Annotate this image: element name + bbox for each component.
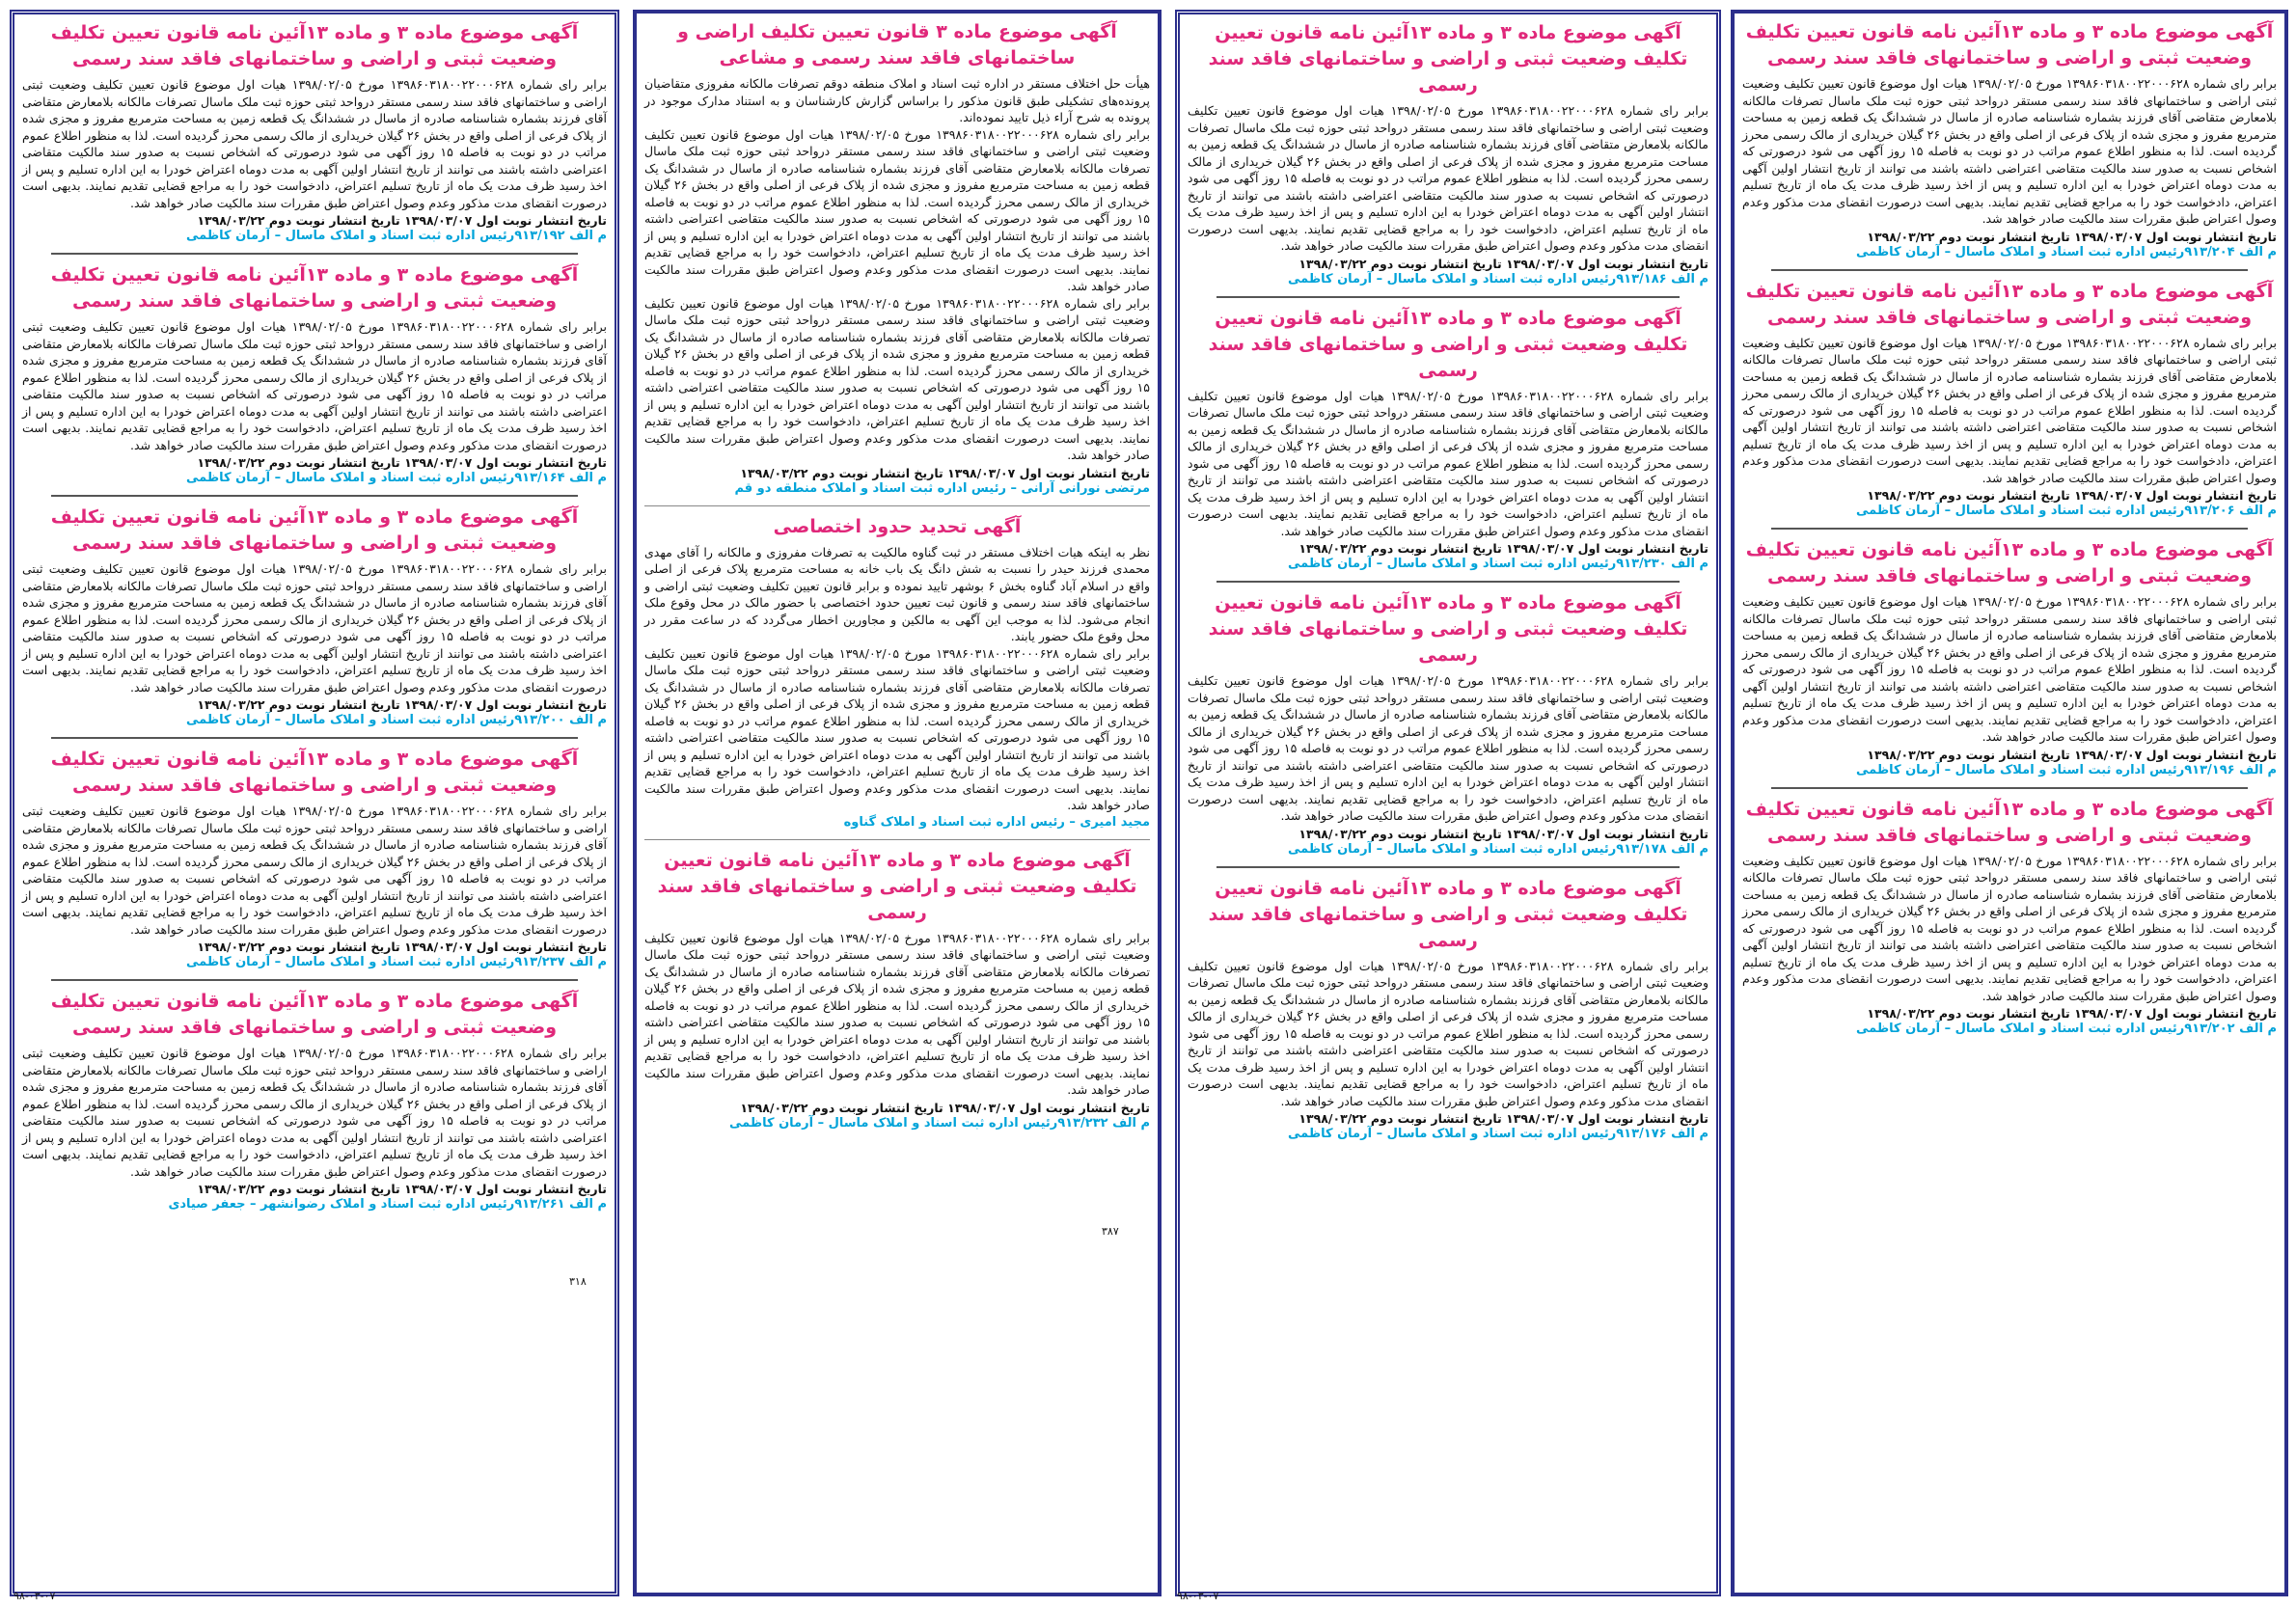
ad-notice <box>1188 306 1708 572</box>
separator <box>1771 787 2248 789</box>
ad-body: برابر رای شماره ۱۳۹۸۶۰۳۱۸۰۰۲۲۰۰۰۶۲۸ مورخ ۱۳۹۸/۰۲/۰۵ هیات اول موضوع قانون تعیین تکلیف وضعیت ثبتی اراضی و ساختمانهای فاقد سند رسمی مستقر درواحد ثبتی حوزه ثبت ملک ماسال تصرفات مالکانه بلامعارض متقاضی آقای فرزند بشماره شناسنامه صادره از ماسال در ششدانگ یک قطعه زمین به مساحت مترمربع مفروز و مجزی شده از پلاک فرعی از اصلی واقع در بخش ۲۶ گیلان خریداری از مالک رسمی محرز گردیده است. لذا به منظور اطلاع عموم مراتب در دو نوبت به فاصله ۱۵ روز آگهی می شود درصورتی که اشخاص نسبت به صدور سند مالکیت متقاضی اعتراضی داشته باشند می توانند از تاریخ انتشار اولین آگهی به مدت دوماه اعتراض خودرا به این اداره تسلیم و پس از اخذ رسید ظرف مدت یک ماه از تاریخ تسلیم اعتراض، دادخواست خود را به مراجع قضایی تقدیم نمایند. بدیهی است درصورت انقضای مدت مذکور وعدم وصول اعتراض طبق مقررات سند مالکیت صادر خواهد شد. <box>644 645 1150 812</box>
page-code-mid: ۹۸-۰۳-۰۷ <box>1177 1590 1219 1602</box>
ad-body: هیأت حل اختلاف مستقر در اداره ثبت اسناد و املاک منطقه دوقم تصرفات مالکانه مفروزی متقاضیان پرونده‌های تشکیلی طبق قانون مذکور را براساس گزارش کارشناسان و به استناد مدارک موجود در پرونده به شرح آراء ذیل تایید نموده‌اند. <box>644 76 1150 124</box>
page-tag-2: ۳۸۷ <box>1102 1225 1119 1238</box>
ad-signature: م الف ۹۱۳/۱۶۴رئیس اداره ثبت اسناد و املاک ماسال – آرمان کاظمی <box>186 471 607 485</box>
ad-signature: م الف ۹۱۳/۱۷۶رئیس اداره ثبت اسناد و املاک ماسال – آرمان کاظمی <box>1288 1127 1708 1141</box>
ad-notice <box>1188 590 1708 857</box>
ad-body: برابر رای شماره ۱۳۹۸۶۰۳۱۸۰۰۲۲۰۰۰۶۲۸ مورخ ۱۳۹۸/۰۲/۰۵ هیات اول موضوع قانون تعیین تکلیف وضعیت ثبتی اراضی و ساختمانهای فاقد سند رسمی مستقر درواحد ثبتی حوزه ثبت ملک ماسال تصرفات مالکانه بلامعارض متقاضی آقای فرزند بشماره شناسنامه صادره از ماسال در ششدانگ یک قطعه زمین به مساحت مترمربع مفروز و مجزی شده از پلاک فرعی از اصلی واقع در بخش ۲۶ گیلان خریداری از مالک رسمی محرز گردیده است. لذا به منظور اطلاع عموم مراتب در دو نوبت به فاصله ۱۵ روز آگهی می شود درصورتی که اشخاص نسبت به صدور سند مالکیت متقاضی اعتراضی داشته باشند می توانند از تاریخ انتشار اولین آگهی به مدت دوماه اعتراض خودرا به این اداره تسلیم و پس از اخذ رسید ظرف مدت یک ماه از تاریخ تسلیم اعتراض، دادخواست خود را به مراجع قضایی تقدیم نمایند. بدیهی است درصورت انقضای مدت مذکور وعدم وصول اعتراض طبق مقررات سند مالکیت صادر خواهد شد. <box>1742 76 2277 226</box>
ad-signature: م الف ۹۱۳/۱۷۸رئیس اداره ثبت اسناد و املاک ماسال – آرمان کاظمی <box>1288 841 1708 857</box>
ad-title: آگهی موضوع ماده ۳ و ماده ۱۳آئین نامه قانون تعیین تکلیف وضعیت ثبتی و اراضی و ساختمانهای فاقد سند رسمی <box>1208 22 1688 95</box>
ad-notice <box>1742 537 2277 777</box>
ad-title: آگهی تحدید حدود اختصاصی <box>773 515 1022 537</box>
separator <box>51 737 578 739</box>
ad-body: برابر رای شماره ۱۳۹۸۶۰۳۱۸۰۰۲۲۰۰۰۶۲۸ مورخ ۱۳۹۸/۰۲/۰۵ هیات اول موضوع قانون تعیین تکلیف وضعیت ثبتی اراضی و ساختمانهای فاقد سند رسمی مستقر درواحد ثبتی حوزه ثبت ملک ماسال تصرفات مالکانه بلامعارض متقاضی آقای فرزند بشماره شناسنامه صادره از ماسال در ششدانگ یک قطعه زمین به مساحت مترمربع مفروز و مجزی شده از پلاک فرعی از اصلی واقع در بخش ۲۶ گیلان خریداری از مالک رسمی محرز گردیده است. لذا به منظور اطلاع عموم مراتب در دو نوبت به فاصله ۱۵ روز آگهی می شود درصورتی که اشخاص نسبت به صدور سند مالکیت متقاضی اعتراضی داشته باشند می توانند از تاریخ انتشار اولین آگهی به مدت دوماه اعتراض خودرا به این اداره تسلیم و پس از اخذ رسید ظرف مدت یک ماه از تاریخ تسلیم اعتراض، دادخواست خود را به مراجع قضایی تقدیم نمایند. بدیهی است درصورت انقضای مدت مذکور وعدم وصول اعتراض طبق مقررات سند مالکیت صادر خواهد شد. <box>22 561 607 695</box>
ad-notice <box>644 514 1150 830</box>
ad-signature: مرتضی نورانی آرانی – رئیس اداره ثبت اسناد و املاک منطقه دو قم <box>734 480 1150 496</box>
ad-notice <box>22 504 607 727</box>
ad-notice <box>22 20 607 243</box>
ad-date: تاریخ انتشار نوبت اول ۱۳۹۸/۰۳/۰۷ تاریخ انتشار نوبت دوم ۱۳۹۸/۰۳/۲۲ <box>740 465 1150 480</box>
ad-signature: م الف ۹۱۳/۱۹۶رئیس اداره ثبت اسناد و املاک ماسال – آرمان کاظمی <box>1856 762 2277 777</box>
ad-body: برابر رای شماره ۱۳۹۸۶۰۳۱۸۰۰۲۲۰۰۰۶۲۸ مورخ ۱۳۹۸/۰۲/۰۵ هیات اول موضوع قانون تعیین تکلیف وضعیت ثبتی اراضی و ساختمانهای فاقد سند رسمی مستقر درواحد ثبتی حوزه ثبت ملک ماسال تصرفات مالکانه بلامعارض متقاضی آقای فرزند بشماره شناسنامه صادره از ماسال در ششدانگ یک قطعه زمین به مساحت مترمربع مفروز و مجزی شده از پلاک فرعی از اصلی واقع در بخش ۲۶ گیلان خریداری از مالک رسمی محرز گردیده است. لذا به منظور اطلاع عموم مراتب در دو نوبت به فاصله ۱۵ روز آگهی می شود درصورتی که اشخاص نسبت به صدور سند مالکیت متقاضی اعتراضی داشته باشند می توانند از تاریخ انتشار اولین آگهی به مدت دوماه اعتراض خودرا به این اداره تسلیم و پس از اخذ رسید ظرف مدت یک ماه از تاریخ تسلیم اعتراض، دادخواست خود را به مراجع قضایی تقدیم نمایند. بدیهی است درصورت انقضای مدت مذکور وعدم وصول اعتراض طبق مقررات سند مالکیت صادر خواهد شد. <box>1742 335 2277 485</box>
column-3 <box>633 10 1162 1596</box>
ad-title: آگهی موضوع ماده ۳ و ماده ۱۳آئین نامه قانون تعیین تکلیف وضعیت ثبتی و اراضی و ساختمانهای فاقد سند رسمی <box>657 849 1137 923</box>
ad-title: آگهی موضوع ماده ۳ و ماده ۱۳آئین نامه قانون تعیین تکلیف وضعیت ثبتی و اراضی و ساختمانهای فاقد سند رسمی <box>1745 798 2274 846</box>
ad-body: برابر رای شماره ۱۳۹۸۶۰۳۱۸۰۰۲۲۰۰۰۶۲۸ مورخ ۱۳۹۸/۰۲/۰۵ هیات اول موضوع قانون تعیین تکلیف وضعیت ثبتی اراضی و ساختمانهای فاقد سند رسمی مستقر درواحد ثبتی حوزه ثبت ملک ماسال تصرفات مالکانه بلامعارض متقاضی آقای فرزند بشماره شناسنامه صادره از ماسال در ششدانگ یک قطعه زمین به مساحت مترمربع مفروز و مجزی شده از پلاک فرعی از اصلی واقع در بخش ۲۶ گیلان خریداری از مالک رسمی محرز گردیده است. لذا به منظور اطلاع عموم مراتب در دو نوبت به فاصله ۱۵ روز آگهی می شود درصورتی که اشخاص نسبت به صدور سند مالکیت متقاضی اعتراضی داشته باشند می توانند از تاریخ انتشار اولین آگهی به مدت دوماه اعتراض خودرا به این اداره تسلیم و پس از اخذ رسید ظرف مدت یک ماه از تاریخ تسلیم اعتراض، دادخواست خود را به مراجع قضایی تقدیم نمایند. بدیهی است درصورت انقضای مدت مذکور وعدم وصول اعتراض طبق مقررات سند مالکیت صادر خواهد شد. <box>644 930 1150 1097</box>
ad-body: برابر رای شماره ۱۳۹۸۶۰۳۱۸۰۰۲۲۰۰۰۶۲۸ مورخ ۱۳۹۸/۰۲/۰۵ هیات اول موضوع قانون تعیین تکلیف وضعیت ثبتی اراضی و ساختمانهای فاقد سند رسمی مستقر درواحد ثبتی حوزه ثبت ملک ماسال تصرفات مالکانه بلامعارض متقاضی آقای فرزند بشماره شناسنامه صادره از ماسال در ششدانگ یک قطعه زمین به مساحت مترمربع مفروز و مجزی شده از پلاک فرعی از اصلی واقع در بخش ۲۶ گیلان خریداری از مالک رسمی محرز گردیده است. لذا به منظور اطلاع عموم مراتب در دو نوبت به فاصله ۱۵ روز آگهی می شود درصورتی که اشخاص نسبت به صدور سند مالکیت متقاضی اعتراضی داشته باشند می توانند از تاریخ انتشار اولین آگهی به مدت دوماه اعتراض خودرا به این اداره تسلیم و پس از اخذ رسید ظرف مدت یک ماه از تاریخ تسلیم اعتراض، دادخواست خود را به مراجع قضایی تقدیم نمایند. بدیهی است درصورت انقضای مدت مذکور وعدم وصول اعتراض طبق مقررات سند مالکیت صادر خواهد شد. <box>644 126 1150 293</box>
separator <box>1771 528 2248 530</box>
ad-title: آگهی موضوع ماده ۳ و ماده ۱۳آئین نامه قانون تعیین تکلیف وضعیت ثبتی و اراضی و ساختمانهای فاقد سند رسمی <box>50 991 579 1038</box>
ad-title: آگهی موضوع ماده ۳ و ماده ۱۳آئین نامه قانون تعیین تکلیف وضعیت ثبتی و اراضی و ساختمانهای فاقد سند رسمی <box>50 749 579 796</box>
separator <box>51 495 578 497</box>
separator <box>1216 866 1680 868</box>
ad-signature: م الف ۹۱۳/۲۳۷رئیس اداره ثبت اسناد و املاک ماسال – آرمان کاظمی <box>186 955 607 969</box>
ad-date: تاریخ انتشار نوبت اول ۱۳۹۸/۰۳/۰۷ تاریخ انتشار نوبت دوم ۱۳۹۸/۰۳/۲۲ <box>1867 229 2277 244</box>
ad-date: تاریخ انتشار نوبت اول ۱۳۹۸/۰۳/۰۷ تاریخ انتشار نوبت دوم ۱۳۹۸/۰۳/۲۲ <box>1867 1006 2277 1021</box>
ad-signature: م الف ۹۱۳/۲۳۰رئیس اداره ثبت اسناد و املاک ماسال – آرمان کاظمی <box>1288 557 1708 571</box>
ad-signature: م الف ۹۱۳/۱۸۶رئیس اداره ثبت اسناد و املاک ماسال – آرمان کاظمی <box>1288 271 1708 286</box>
ad-date: تاریخ انتشار نوبت اول ۱۳۹۸/۰۳/۰۷ تاریخ انتشار نوبت دوم ۱۳۹۸/۰۳/۲۲ <box>197 697 607 712</box>
ad-notice <box>644 848 1150 1131</box>
separator <box>51 253 578 255</box>
separator <box>1216 581 1680 583</box>
ad-title: آگهی موضوع ماده ۳ و ماده ۱۳آئین نامه قانون تعیین تکلیف وضعیت ثبتی و اراضی و ساختمانهای فاقد سند رسمی <box>1208 307 1688 381</box>
separator <box>644 505 1150 506</box>
ad-date: تاریخ انتشار نوبت اول ۱۳۹۸/۰۳/۰۷ تاریخ انتشار نوبت دوم ۱۳۹۸/۰۳/۲۲ <box>1298 541 1708 556</box>
ad-date: تاریخ انتشار نوبت اول ۱۳۹۸/۰۳/۰۷ تاریخ انتشار نوبت دوم ۱۳۹۸/۰۳/۲۲ <box>1298 826 1708 841</box>
separator <box>51 979 578 981</box>
ad-body: برابر رای شماره ۱۳۹۸۶۰۳۱۸۰۰۲۲۰۰۰۶۲۸ مورخ ۱۳۹۸/۰۲/۰۵ هیات اول موضوع قانون تعیین تکلیف وضعیت ثبتی اراضی و ساختمانهای فاقد سند رسمی مستقر درواحد ثبتی حوزه ثبت ملک ماسال تصرفات مالکانه بلامعارض متقاضی آقای فرزند بشماره شناسنامه صادره از ماسال در ششدانگ یک قطعه زمین به مساحت مترمربع مفروز و مجزی شده از پلاک فرعی از اصلی واقع در بخش ۲۶ گیلان خریداری از مالک رسمی محرز گردیده است. لذا به منظور اطلاع عموم مراتب در دو نوبت به فاصله ۱۵ روز آگهی می شود درصورتی که اشخاص نسبت به صدور سند مالکیت متقاضی اعتراضی داشته باشند می توانند از تاریخ انتشار اولین آگهی به مدت دوماه اعتراض خودرا به این اداره تسلیم و پس از اخذ رسید ظرف مدت یک ماه از تاریخ تسلیم اعتراض، دادخواست خود را به مراجع قضایی تقدیم نمایند. بدیهی است درصورت انقضای مدت مذکور وعدم وصول اعتراض طبق مقررات سند مالکیت صادر خواهد شد. <box>1742 853 2277 1003</box>
ad-date: تاریخ انتشار نوبت اول ۱۳۹۸/۰۳/۰۷ تاریخ انتشار نوبت دوم ۱۳۹۸/۰۳/۲۲ <box>197 940 607 954</box>
ad-date: تاریخ انتشار نوبت اول ۱۳۹۸/۰۳/۰۷ تاریخ انتشار نوبت دوم ۱۳۹۸/۰۳/۲۲ <box>1298 1111 1708 1126</box>
page-code-left: ۹۸-۰۳-۰۷ <box>14 1590 56 1602</box>
separator <box>644 839 1150 840</box>
ad-title: آگهی موضوع ماده ۳ و ماده ۱۳آئین نامه قانون تعیین تکلیف وضعیت ثبتی و اراضی و ساختمانهای فاقد سند رسمی <box>1208 877 1688 951</box>
ad-date: تاریخ انتشار نوبت اول ۱۳۹۸/۰۳/۰۷ تاریخ انتشار نوبت دوم ۱۳۹۸/۰۳/۲۲ <box>1867 488 2277 503</box>
ad-signature: م الف ۹۱۳/۲۰۰رئیس اداره ثبت اسناد و املاک ماسال – آرمان کاظمی <box>186 713 607 727</box>
ad-notice <box>1742 797 2277 1037</box>
ad-notice <box>1188 20 1708 286</box>
ad-title: آگهی موضوع ماده ۳ و ماده ۱۳آئین نامه قانون تعیین تکلیف وضعیت ثبتی و اراضی و ساختمانهای فاقد سند رسمی <box>50 264 579 312</box>
ad-body: برابر رای شماره ۱۳۹۸۶۰۳۱۸۰۰۲۲۰۰۰۶۲۸ مورخ ۱۳۹۸/۰۲/۰۵ هیات اول موضوع قانون تعیین تکلیف وضعیت ثبتی اراضی و ساختمانهای فاقد سند رسمی مستقر درواحد ثبتی حوزه ثبت ملک ماسال تصرفات مالکانه بلامعارض متقاضی آقای فرزند بشماره شناسنامه صادره از ماسال در ششدانگ یک قطعه زمین به مساحت مترمربع مفروز و مجزی شده از پلاک فرعی از اصلی واقع در بخش ۲۶ گیلان خریداری از مالک رسمی محرز گردیده است. لذا به منظور اطلاع عموم مراتب در دو نوبت به فاصله ۱۵ روز آگهی می شود درصورتی که اشخاص نسبت به صدور سند مالکیت متقاضی اعتراضی داشته باشند می توانند از تاریخ انتشار اولین آگهی به مدت دوماه اعتراض خودرا به این اداره تسلیم و پس از اخذ رسید ظرف مدت یک ماه از تاریخ تسلیم اعتراض، دادخواست خود را به مراجع قضایی تقدیم نمایند. بدیهی است درصورت انقضای مدت مذکور وعدم وصول اعتراض طبق مقررات سند مالکیت صادر خواهد شد. <box>1188 388 1708 538</box>
separator <box>1771 269 2248 271</box>
ad-title: آگهی موضوع ماده ۳ و ماده ۱۳آئین نامه قانون تعیین تکلیف وضعیت ثبتی و اراضی و ساختمانهای فاقد سند رسمی <box>50 506 579 554</box>
ad-signature: م الف ۹۱۳/۲۳۲رئیس اداره ثبت اسناد و املاک ماسال – آرمان کاظمی <box>729 1115 1150 1131</box>
ad-notice <box>1188 876 1708 1142</box>
ad-date: تاریخ انتشار نوبت اول ۱۳۹۸/۰۳/۰۷ تاریخ انتشار نوبت دوم ۱۳۹۸/۰۳/۲۲ <box>197 455 607 470</box>
separator <box>1216 296 1680 298</box>
ad-date: تاریخ انتشار نوبت اول ۱۳۹۸/۰۳/۰۷ تاریخ انتشار نوبت دوم ۱۳۹۸/۰۳/۲۲ <box>740 1100 1150 1115</box>
ad-body: برابر رای شماره ۱۳۹۸۶۰۳۱۸۰۰۲۲۰۰۰۶۲۸ مورخ ۱۳۹۸/۰۲/۰۵ هیات اول موضوع قانون تعیین تکلیف وضعیت ثبتی اراضی و ساختمانهای فاقد سند رسمی مستقر درواحد ثبتی حوزه ثبت ملک ماسال تصرفات مالکانه بلامعارض متقاضی آقای فرزند بشماره شناسنامه صادره از ماسال در ششدانگ یک قطعه زمین به مساحت مترمربع مفروز و مجزی شده از پلاک فرعی از اصلی واقع در بخش ۲۶ گیلان خریداری از مالک رسمی محرز گردیده است. لذا به منظور اطلاع عموم مراتب در دو نوبت به فاصله ۱۵ روز آگهی می شود درصورتی که اشخاص نسبت به صدور سند مالکیت متقاضی اعتراضی داشته باشند می توانند از تاریخ انتشار اولین آگهی به مدت دوماه اعتراض خودرا به این اداره تسلیم و پس از اخذ رسید ظرف مدت یک ماه از تاریخ تسلیم اعتراض، دادخواست خود را به مراجع قضایی تقدیم نمایند. بدیهی است درصورت انقضای مدت مذکور وعدم وصول اعتراض طبق مقررات سند مالکیت صادر خواهد شد. <box>22 319 607 452</box>
ad-date: تاریخ انتشار نوبت اول ۱۳۹۸/۰۳/۰۷ تاریخ انتشار نوبت دوم ۱۳۹۸/۰۳/۲۲ <box>197 1182 607 1196</box>
column-1 <box>1731 10 2288 1596</box>
ad-date: تاریخ انتشار نوبت اول ۱۳۹۸/۰۳/۰۷ تاریخ انتشار نوبت دوم ۱۳۹۸/۰۳/۲۲ <box>197 213 607 228</box>
ad-title: آگهی موضوع ماده ۳ و ماده ۱۳آئین نامه قانون تعیین تکلیف وضعیت ثبتی و اراضی و ساختمانهای فاقد سند رسمی <box>50 22 579 69</box>
ad-signature: م الف ۹۱۳/۲۰۶رئیس اداره ثبت اسناد و املاک ماسال – آرمان کاظمی <box>1856 504 2277 518</box>
ad-body: برابر رای شماره ۱۳۹۸۶۰۳۱۸۰۰۲۲۰۰۰۶۲۸ مورخ ۱۳۹۸/۰۲/۰۵ هیات اول موضوع قانون تعیین تکلیف وضعیت ثبتی اراضی و ساختمانهای فاقد سند رسمی مستقر درواحد ثبتی حوزه ثبت ملک ماسال تصرفات مالکانه بلامعارض متقاضی آقای فرزند بشماره شناسنامه صادره از ماسال در ششدانگ یک قطعه زمین به مساحت مترمربع مفروز و مجزی شده از پلاک فرعی از اصلی واقع در بخش ۲۶ گیلان خریداری از مالک رسمی محرز گردیده است. لذا به منظور اطلاع عموم مراتب در دو نوبت به فاصله ۱۵ روز آگهی می شود درصورتی که اشخاص نسبت به صدور سند مالکیت متقاضی اعتراضی داشته باشند می توانند از تاریخ انتشار اولین آگهی به مدت دوماه اعتراض خودرا به این اداره تسلیم و پس از اخذ رسید ظرف مدت یک ماه از تاریخ تسلیم اعتراض، دادخواست خود را به مراجع قضایی تقدیم نمایند. بدیهی است درصورت انقضای مدت مذکور وعدم وصول اعتراض طبق مقررات سند مالکیت صادر خواهد شد. <box>1188 958 1708 1108</box>
ad-signature: م الف ۹۱۳/۲۶۱رئیس اداره ثبت اسناد و املاک رضوانشهر – جعفر صیادی <box>168 1197 607 1212</box>
ad-body: برابر رای شماره ۱۳۹۸۶۰۳۱۸۰۰۲۲۰۰۰۶۲۸ مورخ ۱۳۹۸/۰۲/۰۵ هیات اول موضوع قانون تعیین تکلیف وضعیت ثبتی اراضی و ساختمانهای فاقد سند رسمی مستقر درواحد ثبتی حوزه ثبت ملک ماسال تصرفات مالکانه بلامعارض متقاضی آقای فرزند بشماره شناسنامه صادره از ماسال در ششدانگ یک قطعه زمین به مساحت مترمربع مفروز و مجزی شده از پلاک فرعی از اصلی واقع در بخش ۲۶ گیلان خریداری از مالک رسمی محرز گردیده است. لذا به منظور اطلاع عموم مراتب در دو نوبت به فاصله ۱۵ روز آگهی می شود درصورتی که اشخاص نسبت به صدور سند مالکیت متقاضی اعتراضی داشته باشند می توانند از تاریخ انتشار اولین آگهی به مدت دوماه اعتراض خودرا به این اداره تسلیم و پس از اخذ رسید ظرف مدت یک ماه از تاریخ تسلیم اعتراض، دادخواست خود را به مراجع قضایی تقدیم نمایند. بدیهی است درصورت انقضای مدت مذکور وعدم وصول اعتراض طبق مقررات سند مالکیت صادر خواهد شد. <box>1188 673 1708 823</box>
ad-notice <box>1742 279 2277 519</box>
ad-body: برابر رای شماره ۱۳۹۸۶۰۳۱۸۰۰۲۲۰۰۰۶۲۸ مورخ ۱۳۹۸/۰۲/۰۵ هیات اول موضوع قانون تعیین تکلیف وضعیت ثبتی اراضی و ساختمانهای فاقد سند رسمی مستقر درواحد ثبتی حوزه ثبت ملک ماسال تصرفات مالکانه بلامعارض متقاضی آقای فرزند بشماره شناسنامه صادره از ماسال در ششدانگ یک قطعه زمین به مساحت مترمربع مفروز و مجزی شده از پلاک فرعی از اصلی واقع در بخش ۲۶ گیلان خریداری از مالک رسمی محرز گردیده است. لذا به منظور اطلاع عموم مراتب در دو نوبت به فاصله ۱۵ روز آگهی می شود درصورتی که اشخاص نسبت به صدور سند مالکیت متقاضی اعتراضی داشته باشند می توانند از تاریخ انتشار اولین آگهی به مدت دوماه اعتراض خودرا به این اداره تسلیم و پس از اخذ رسید ظرف مدت یک ماه از تاریخ تسلیم اعتراض، دادخواست خود را به مراجع قضایی تقدیم نمایند. بدیهی است درصورت انقضای مدت مذکور وعدم وصول اعتراض طبق مقررات سند مالکیت صادر خواهد شد. <box>22 77 607 210</box>
ad-body: برابر رای شماره ۱۳۹۸۶۰۳۱۸۰۰۲۲۰۰۰۶۲۸ مورخ ۱۳۹۸/۰۲/۰۵ هیات اول موضوع قانون تعیین تکلیف وضعیت ثبتی اراضی و ساختمانهای فاقد سند رسمی مستقر درواحد ثبتی حوزه ثبت ملک ماسال تصرفات مالکانه بلامعارض متقاضی آقای فرزند بشماره شناسنامه صادره از ماسال در ششدانگ یک قطعه زمین به مساحت مترمربع مفروز و مجزی شده از پلاک فرعی از اصلی واقع در بخش ۲۶ گیلان خریداری از مالک رسمی محرز گردیده است. لذا به منظور اطلاع عموم مراتب در دو نوبت به فاصله ۱۵ روز آگهی می شود درصورتی که اشخاص نسبت به صدور سند مالکیت متقاضی اعتراضی داشته باشند می توانند از تاریخ انتشار اولین آگهی به مدت دوماه اعتراض خودرا به این اداره تسلیم و پس از اخذ رسید ظرف مدت یک ماه از تاریخ تسلیم اعتراض، دادخواست خود را به مراجع قضایی تقدیم نمایند. بدیهی است درصورت انقضای مدت مذکور وعدم وصول اعتراض طبق مقررات سند مالکیت صادر خواهد شد. <box>22 1046 607 1179</box>
ad-title: آگهی موضوع ماده ۳ و ماده ۱۳آئین نامه قانون تعیین تکلیف وضعیت ثبتی و اراضی و ساختمانهای فاقد سند رسمی <box>1208 592 1688 666</box>
column-4 <box>10 10 619 1596</box>
ad-title: آگهی موضوع ماده ۳ و ماده ۱۳آئین نامه قانون تعیین تکلیف وضعیت ثبتی و اراضی و ساختمانهای فاقد سند رسمی <box>1745 280 2274 328</box>
page-tag-1: ۳۱۸ <box>569 1275 587 1288</box>
ad-body: برابر رای شماره ۱۳۹۸۶۰۳۱۸۰۰۲۲۰۰۰۶۲۸ مورخ ۱۳۹۸/۰۲/۰۵ هیات اول موضوع قانون تعیین تکلیف وضعیت ثبتی اراضی و ساختمانهای فاقد سند رسمی مستقر درواحد ثبتی حوزه ثبت ملک ماسال تصرفات مالکانه بلامعارض متقاضی آقای فرزند بشماره شناسنامه صادره از ماسال در ششدانگ یک قطعه زمین به مساحت مترمربع مفروز و مجزی شده از پلاک فرعی از اصلی واقع در بخش ۲۶ گیلان خریداری از مالک رسمی محرز گردیده است. لذا به منظور اطلاع عموم مراتب در دو نوبت به فاصله ۱۵ روز آگهی می شود درصورتی که اشخاص نسبت به صدور سند مالکیت متقاضی اعتراضی داشته باشند می توانند از تاریخ انتشار اولین آگهی به مدت دوماه اعتراض خودرا به این اداره تسلیم و پس از اخذ رسید ظرف مدت یک ماه از تاریخ تسلیم اعتراض، دادخواست خود را به مراجع قضایی تقدیم نمایند. بدیهی است درصورت انقضای مدت مذکور وعدم وصول اعتراض طبق مقررات سند مالکیت صادر خواهد شد. <box>644 295 1150 462</box>
ad-signature: م الف ۹۱۳/۲۰۴رئیس اداره ثبت اسناد و املاک ماسال – آرمان کاظمی <box>1856 244 2277 259</box>
ad-body: برابر رای شماره ۱۳۹۸۶۰۳۱۸۰۰۲۲۰۰۰۶۲۸ مورخ ۱۳۹۸/۰۲/۰۵ هیات اول موضوع قانون تعیین تکلیف وضعیت ثبتی اراضی و ساختمانهای فاقد سند رسمی مستقر درواحد ثبتی حوزه ثبت ملک ماسال تصرفات مالکانه بلامعارض متقاضی آقای فرزند بشماره شناسنامه صادره از ماسال در ششدانگ یک قطعه زمین به مساحت مترمربع مفروز و مجزی شده از پلاک فرعی از اصلی واقع در بخش ۲۶ گیلان خریداری از مالک رسمی محرز گردیده است. لذا به منظور اطلاع عموم مراتب در دو نوبت به فاصله ۱۵ روز آگهی می شود درصورتی که اشخاص نسبت به صدور سند مالکیت متقاضی اعتراضی داشته باشند می توانند از تاریخ انتشار اولین آگهی به مدت دوماه اعتراض خودرا به این اداره تسلیم و پس از اخذ رسید ظرف مدت یک ماه از تاریخ تسلیم اعتراض، دادخواست خود را به مراجع قضایی تقدیم نمایند. بدیهی است درصورت انقضای مدت مذکور وعدم وصول اعتراض طبق مقررات سند مالکیت صادر خواهد شد. <box>1188 103 1708 253</box>
ad-signature: م الف ۹۱۳/۲۰۲رئیس اداره ثبت اسناد و املاک ماسال – آرمان کاظمی <box>1856 1022 2277 1036</box>
ad-title: آگهی موضوع ماده ۳ و ماده ۱۳آئین نامه قانون تعیین تکلیف وضعیت ثبتی و اراضی و ساختمانهای فاقد سند رسمی <box>1745 21 2274 68</box>
ad-signature: م الف ۹۱۳/۱۹۲رئیس اداره ثبت اسناد و املاک ماسال – آرمان کاظمی <box>186 229 607 243</box>
ad-body: برابر رای شماره ۱۳۹۸۶۰۳۱۸۰۰۲۲۰۰۰۶۲۸ مورخ ۱۳۹۸/۰۲/۰۵ هیات اول موضوع قانون تعیین تکلیف وضعیت ثبتی اراضی و ساختمانهای فاقد سند رسمی مستقر درواحد ثبتی حوزه ثبت ملک ماسال تصرفات مالکانه بلامعارض متقاضی آقای فرزند بشماره شناسنامه صادره از ماسال در ششدانگ یک قطعه زمین به مساحت مترمربع مفروز و مجزی شده از پلاک فرعی از اصلی واقع در بخش ۲۶ گیلان خریداری از مالک رسمی محرز گردیده است. لذا به منظور اطلاع عموم مراتب در دو نوبت به فاصله ۱۵ روز آگهی می شود درصورتی که اشخاص نسبت به صدور سند مالکیت متقاضی اعتراضی داشته باشند می توانند از تاریخ انتشار اولین آگهی به مدت دوماه اعتراض خودرا به این اداره تسلیم و پس از اخذ رسید ظرف مدت یک ماه از تاریخ تسلیم اعتراض، دادخواست خود را به مراجع قضایی تقدیم نمایند. بدیهی است درصورت انقضای مدت مذکور وعدم وصول اعتراض طبق مقررات سند مالکیت صادر خواهد شد. <box>22 804 607 937</box>
ad-notice <box>1742 19 2277 259</box>
ad-notice <box>22 989 607 1212</box>
ad-body: برابر رای شماره ۱۳۹۸۶۰۳۱۸۰۰۲۲۰۰۰۶۲۸ مورخ ۱۳۹۸/۰۲/۰۵ هیات اول موضوع قانون تعیین تکلیف وضعیت ثبتی اراضی و ساختمانهای فاقد سند رسمی مستقر درواحد ثبتی حوزه ثبت ملک ماسال تصرفات مالکانه بلامعارض متقاضی آقای فرزند بشماره شناسنامه صادره از ماسال در ششدانگ یک قطعه زمین به مساحت مترمربع مفروز و مجزی شده از پلاک فرعی از اصلی واقع در بخش ۲۶ گیلان خریداری از مالک رسمی محرز گردیده است. لذا به منظور اطلاع عموم مراتب در دو نوبت به فاصله ۱۵ روز آگهی می شود درصورتی که اشخاص نسبت به صدور سند مالکیت متقاضی اعتراضی داشته باشند می توانند از تاریخ انتشار اولین آگهی به مدت دوماه اعتراض خودرا به این اداره تسلیم و پس از اخذ رسید ظرف مدت یک ماه از تاریخ تسلیم اعتراض، دادخواست خود را به مراجع قضایی تقدیم نمایند. بدیهی است درصورت انقضای مدت مذکور وعدم وصول اعتراض طبق مقررات سند مالکیت صادر خواهد شد. <box>1742 594 2277 744</box>
ad-date: تاریخ انتشار نوبت اول ۱۳۹۸/۰۳/۰۷ تاریخ انتشار نوبت دوم ۱۳۹۸/۰۳/۲۲ <box>1298 256 1708 271</box>
ad-notice <box>22 747 607 969</box>
ad-notice <box>644 19 1150 496</box>
ad-body: نظر به اینکه هیات اختلاف مستقر در ثبت گناوه مالکیت به تصرفات مفروزی و مالکانه را آقای مهدی محمدی فرزند حیدر را نسبت به شش دانگ یک باب خانه به مساحت مترمربع پلاک فرعی از اصلی واقع در اسلام آباد گناوه بخش ۶ بوشهر تایید نموده و برابر قانون تعیین تکلیف وضعیت ثبتی اراضی و ساختمانهای فاقد سند رسمی و قانون ثبت تعیین حدود اختصاصی با حضور مالک در محل وقوع ملک انجام می‌شود. لذا به موجب این آگهی به مالکین و مجاورین اخطار می‌گردد که در ساعت مقرر در محل وقوع ملک حضور یابند. <box>644 544 1151 643</box>
ad-title: آگهی موضوع ماده ۳ قانون تعیین تکلیف اراضی و ساختمانهای فاقد سند رسمی و مشاعی <box>677 21 1117 68</box>
ad-date: تاریخ انتشار نوبت اول ۱۳۹۸/۰۳/۰۷ تاریخ انتشار نوبت دوم ۱۳۹۸/۰۳/۲۲ <box>1867 747 2277 762</box>
column-2 <box>1175 10 1721 1596</box>
ad-notice <box>22 262 607 485</box>
ad-signature: مجید امیری – رئیس اداره ثبت اسناد و املاک گناوه <box>843 814 1150 830</box>
ad-title: آگهی موضوع ماده ۳ و ماده ۱۳آئین نامه قانون تعیین تکلیف وضعیت ثبتی و اراضی و ساختمانهای فاقد سند رسمی <box>1745 539 2274 586</box>
